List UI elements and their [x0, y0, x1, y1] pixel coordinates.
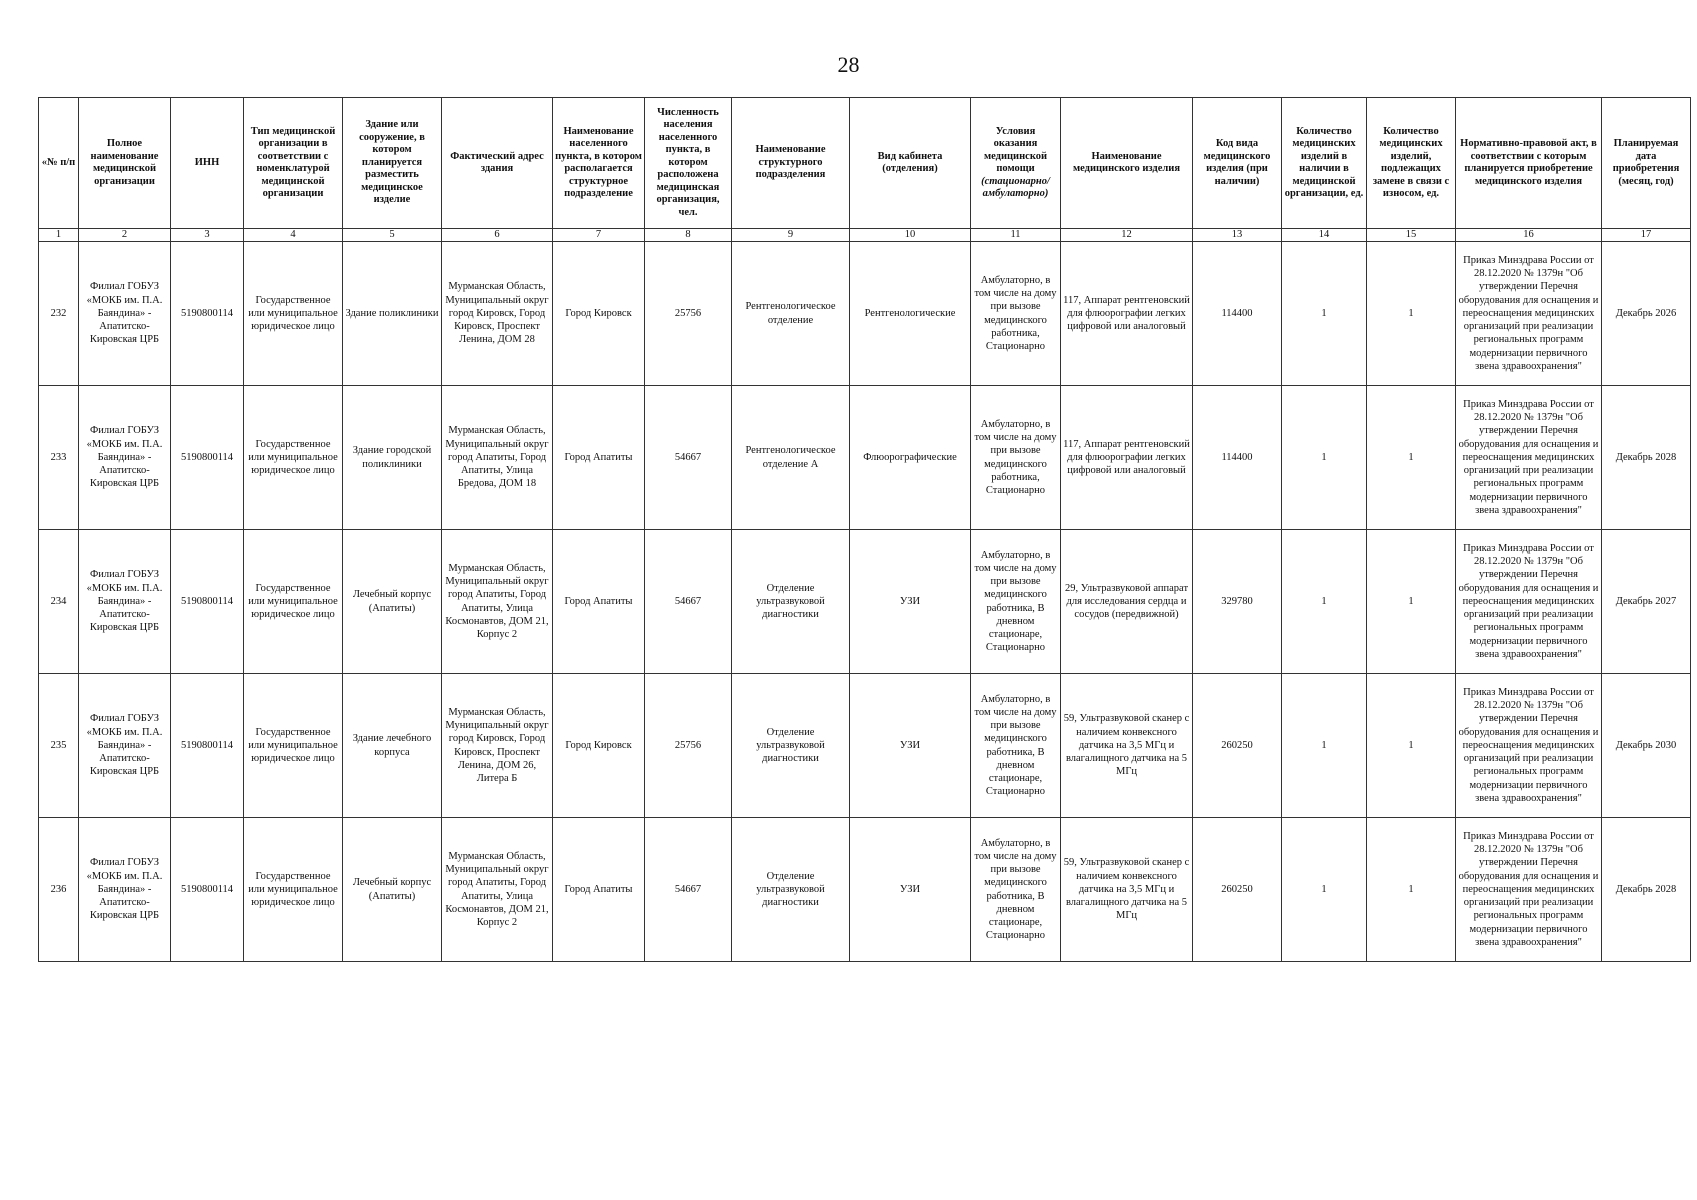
legal-act-cell: Приказ Минздрава России от 28.12.2020 № 1379н "Об утверждении Перечня оборудования для оснащения и переоснащения медицинских организаций при реализации региональных программ модернизации первичного звена здравоохранения"	[1456, 530, 1602, 674]
purchase-date-cell: Декабрь 2030	[1602, 674, 1691, 818]
column-header: «№ п/п	[39, 98, 79, 229]
conditions-header-text: Условия оказания медицинской помощи	[983, 125, 1048, 174]
table-row	[39, 530, 1691, 674]
equipment-table	[38, 97, 1691, 962]
population-cell: 54667	[645, 386, 732, 530]
column-header-conditions	[971, 98, 1061, 229]
device-cell: 117, Аппарат рентгеновский для флюорографии легких цифровой или аналоговый	[1061, 242, 1193, 386]
device-code-cell: 114400	[1193, 242, 1282, 386]
column-header: Код вида медицинского изделия (при наличии)	[1193, 98, 1282, 229]
column-number: 7	[553, 229, 645, 242]
column-number: 3	[171, 229, 244, 242]
legal-act-cell: Приказ Минздрава России от 28.12.2020 № 1379н "Об утверждении Перечня оборудования для оснащения и переоснащения медицинских организаций при реализации региональных программ модернизации первичного звена здравоохранения"	[1456, 242, 1602, 386]
column-header: Количество медицинских изделий в наличии в медицинской организации, ед.	[1282, 98, 1367, 229]
cabinet-cell: УЗИ	[850, 530, 971, 674]
conditions-cell: Амбулаторно, в том числе на дому при вызове медицинского работника, В дневном стационаре, Стационарно	[971, 674, 1061, 818]
cabinet-cell: УЗИ	[850, 818, 971, 962]
column-number: 13	[1193, 229, 1282, 242]
column-number: 10	[850, 229, 971, 242]
inn-cell: 5190800114	[171, 674, 244, 818]
org-type-cell: Государственное или муниципальное юридическое лицо	[244, 674, 343, 818]
column-header: Количество медицинских изделий, подлежащих замене в связи с износом, ед.	[1367, 98, 1456, 229]
column-number: 15	[1367, 229, 1456, 242]
column-header: ИНН	[171, 98, 244, 229]
legal-act-cell: Приказ Минздрава России от 28.12.2020 № 1379н "Об утверждении Перечня оборудования для оснащения и переоснащения медицинских организаций при реализации региональных программ модернизации первичного звена здравоохранения"	[1456, 674, 1602, 818]
legal-act-cell: Приказ Минздрава России от 28.12.2020 № 1379н "Об утверждении Перечня оборудования для оснащения и переоснащения медицинских организаций при реализации региональных программ модернизации первичного звена здравоохранения"	[1456, 818, 1602, 962]
column-number: 8	[645, 229, 732, 242]
table-row	[39, 818, 1691, 962]
table-header-row	[39, 98, 1691, 229]
cabinet-cell: Рентгенологические	[850, 242, 971, 386]
org-name-cell: Филиал ГОБУЗ «МОКБ им. П.А. Баяндина» - Апатитско-Кировская ЦРБ	[79, 674, 171, 818]
column-header: Здание или сооружение, в котором планируется разместить медицинское изделие	[343, 98, 442, 229]
table-row	[39, 674, 1691, 818]
column-number: 17	[1602, 229, 1691, 242]
available-count-cell: 1	[1282, 386, 1367, 530]
purchase-date-cell: Декабрь 2026	[1602, 242, 1691, 386]
inn-cell: 5190800114	[171, 530, 244, 674]
cabinet-cell: УЗИ	[850, 674, 971, 818]
address-cell: Мурманская Область, Муниципальный округ город Кировск, Город Кировск, Проспект Ленина, ДОМ 28	[442, 242, 553, 386]
device-cell: 59, Ультразвуковой сканер с наличием конвексного датчика на 3,5 МГц и влагалищного датчика на 5 МГц	[1061, 818, 1193, 962]
legal-act-cell: Приказ Минздрава России от 28.12.2020 № 1379н "Об утверждении Перечня оборудования для оснащения и переоснащения медицинских организаций при реализации региональных программ модернизации первичного звена здравоохранения"	[1456, 386, 1602, 530]
row-number-cell: 236	[39, 818, 79, 962]
division-cell: Рентгенологическое отделение	[732, 242, 850, 386]
cabinet-cell: Флюорографические	[850, 386, 971, 530]
inn-cell: 5190800114	[171, 818, 244, 962]
column-header: Полное наименование медицинской организации	[79, 98, 171, 229]
column-header: Наименование медицинского изделия	[1061, 98, 1193, 229]
org-name-cell: Филиал ГОБУЗ «МОКБ им. П.А. Баяндина» - Апатитско-Кировская ЦРБ	[79, 530, 171, 674]
building-cell: Лечебный корпус (Апатиты)	[343, 818, 442, 962]
inn-cell: 5190800114	[171, 242, 244, 386]
available-count-cell: 1	[1282, 242, 1367, 386]
building-cell: Лечебный корпус (Апатиты)	[343, 530, 442, 674]
building-cell: Здание городской поликлиники	[343, 386, 442, 530]
device-cell: 117, Аппарат рентгеновский для флюорографии легких цифровой или аналоговый	[1061, 386, 1193, 530]
device-cell: 59, Ультразвуковой сканер с наличием конвексного датчика на 3,5 МГц и влагалищного датчика на 5 МГц	[1061, 674, 1193, 818]
replace-count-cell: 1	[1367, 530, 1456, 674]
table-row	[39, 242, 1691, 386]
column-header: Планируемая дата приобретения (месяц, год)	[1602, 98, 1691, 229]
org-type-cell: Государственное или муниципальное юридическое лицо	[244, 242, 343, 386]
column-number-row	[39, 229, 1691, 242]
device-cell: 29, Ультразвуковой аппарат для исследования сердца и сосудов (передвижной)	[1061, 530, 1193, 674]
division-cell: Отделение ультразвуковой диагностики	[732, 674, 850, 818]
replace-count-cell: 1	[1367, 386, 1456, 530]
column-header: Нормативно-правовой акт, в соответствии с которым планируется приобретение медицинского изделия	[1456, 98, 1602, 229]
column-header: Вид кабинета (отделения)	[850, 98, 971, 229]
purchase-date-cell: Декабрь 2028	[1602, 386, 1691, 530]
org-type-cell: Государственное или муниципальное юридическое лицо	[244, 530, 343, 674]
replace-count-cell: 1	[1367, 674, 1456, 818]
division-cell: Отделение ультразвуковой диагностики	[732, 818, 850, 962]
column-header: Наименование населенного пункта, в котором располагается структурное подразделение	[553, 98, 645, 229]
row-number-cell: 232	[39, 242, 79, 386]
org-name-cell: Филиал ГОБУЗ «МОКБ им. П.А. Баяндина» - Апатитско-Кировская ЦРБ	[79, 242, 171, 386]
org-type-cell: Государственное или муниципальное юридическое лицо	[244, 818, 343, 962]
row-number-cell: 233	[39, 386, 79, 530]
page-number: 28	[837, 52, 860, 77]
row-number-cell: 235	[39, 674, 79, 818]
purchase-date-cell: Декабрь 2028	[1602, 818, 1691, 962]
column-header: Численность населения населенного пункта, в котором расположена медицинская организация, чел.	[645, 98, 732, 229]
column-number: 14	[1282, 229, 1367, 242]
address-cell: Мурманская Область, Муниципальный округ город Апатиты, Город Апатиты, Улица Космонавтов, ДОМ 21, Корпус 2	[442, 530, 553, 674]
locality-cell: Город Апатиты	[553, 386, 645, 530]
device-code-cell: 114400	[1193, 386, 1282, 530]
locality-cell: Город Кировск	[553, 674, 645, 818]
building-cell: Здание лечебного корпуса	[343, 674, 442, 818]
available-count-cell: 1	[1282, 674, 1367, 818]
conditions-cell: Амбулаторно, в том числе на дому при вызове медицинского работника, Стационарно	[971, 386, 1061, 530]
conditions-cell: Амбулаторно, в том числе на дому при вызове медицинского работника, В дневном стационаре, Стационарно	[971, 530, 1061, 674]
division-cell: Рентгенологическое отделение А	[732, 386, 850, 530]
replace-count-cell: 1	[1367, 818, 1456, 962]
device-code-cell: 260250	[1193, 674, 1282, 818]
column-header: Наименование структурного подразделения	[732, 98, 850, 229]
column-header: Тип медицинской организации в соответствии с номенклатурой медицинской организации	[244, 98, 343, 229]
column-number: 5	[343, 229, 442, 242]
column-number: 9	[732, 229, 850, 242]
address-cell: Мурманская Область, Муниципальный округ город Кировск, Город Кировск, Проспект Ленина, ДОМ 26, Литера Б	[442, 674, 553, 818]
division-cell: Отделение ультразвуковой диагностики	[732, 530, 850, 674]
building-cell: Здание поликлиники	[343, 242, 442, 386]
row-number-cell: 234	[39, 530, 79, 674]
org-name-cell: Филиал ГОБУЗ «МОКБ им. П.А. Баяндина» - Апатитско-Кировская ЦРБ	[79, 386, 171, 530]
conditions-cell: Амбулаторно, в том числе на дому при вызове медицинского работника, В дневном стационаре, Стационарно	[971, 818, 1061, 962]
population-cell: 25756	[645, 242, 732, 386]
inn-cell: 5190800114	[171, 386, 244, 530]
org-name-cell: Филиал ГОБУЗ «МОКБ им. П.А. Баяндина» - Апатитско-Кировская ЦРБ	[79, 818, 171, 962]
purchase-date-cell: Декабрь 2027	[1602, 530, 1691, 674]
column-number: 16	[1456, 229, 1602, 242]
locality-cell: Город Апатиты	[553, 818, 645, 962]
replace-count-cell: 1	[1367, 242, 1456, 386]
column-number: 12	[1061, 229, 1193, 242]
column-number: 11	[971, 229, 1061, 242]
column-number: 6	[442, 229, 553, 242]
column-number: 2	[79, 229, 171, 242]
available-count-cell: 1	[1282, 818, 1367, 962]
population-cell: 25756	[645, 674, 732, 818]
device-code-cell: 260250	[1193, 818, 1282, 962]
org-type-cell: Государственное или муниципальное юридическое лицо	[244, 386, 343, 530]
address-cell: Мурманская Область, Муниципальный округ город Апатиты, Город Апатиты, Улица Бредова, ДОМ 18	[442, 386, 553, 530]
table-row	[39, 386, 1691, 530]
locality-cell: Город Кировск	[553, 242, 645, 386]
conditions-header-italic: (стационарно/ амбулаторно)	[981, 175, 1050, 199]
conditions-cell: Амбулаторно, в том числе на дому при вызове медицинского работника, Стационарно	[971, 242, 1061, 386]
column-header: Фактический адрес здания	[442, 98, 553, 229]
device-code-cell: 329780	[1193, 530, 1282, 674]
population-cell: 54667	[645, 530, 732, 674]
column-number: 4	[244, 229, 343, 242]
available-count-cell: 1	[1282, 530, 1367, 674]
column-number: 1	[39, 229, 79, 242]
locality-cell: Город Апатиты	[553, 530, 645, 674]
population-cell: 54667	[645, 818, 732, 962]
address-cell: Мурманская Область, Муниципальный округ город Апатиты, Город Апатиты, Улица Космонавтов, ДОМ 21, Корпус 2	[442, 818, 553, 962]
